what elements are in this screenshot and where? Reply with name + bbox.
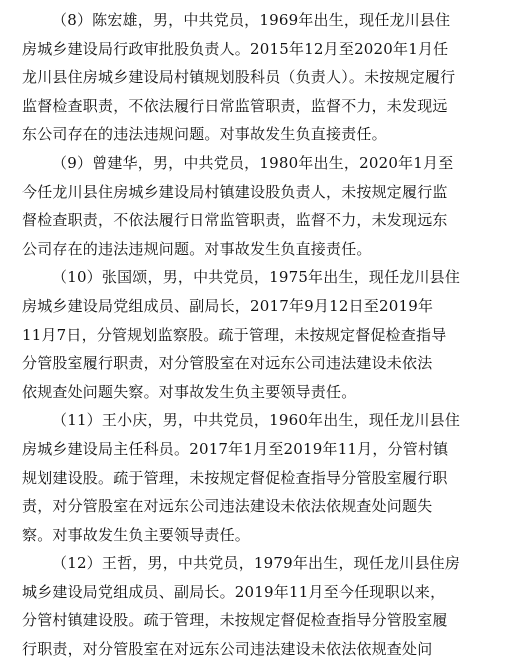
paragraph-2 [22,149,489,263]
text-line: 依规查处问题失察。对事故发生负主要领导责任。 [22,382,357,401]
text-line: 行职责，对分管股室在对远东公司违法建设未依法依规查处问 [22,640,433,659]
text-line: 11月7日，分管规划监察股。疏于管理，未按规定督促检查指导 [22,325,447,344]
text-line: （12）王哲，男，中共党员，1979年出生，现任龙川县住房 [52,554,461,573]
text-line: 城乡建设局党组成员、副局长。2019年11月至今任现职以来， [22,582,446,601]
text-line: 今任龙川县住房城乡建设局村镇建设股负责人，未按规定履行监 [22,182,448,201]
text-line: （11）王小庆，男，中共党员，1960年出生，现任龙川县住 [52,411,461,430]
paragraph-4 [22,406,489,549]
text-line: （10）张国颂，男，中共党员，1975年出生，现任龙川县住 [52,268,461,287]
text-line: 分管股室履行职责，对分管股室在对远东公司违法建设未依法 [22,354,433,373]
paragraph-1 [22,6,489,149]
text-line: （9）曾建华，男，中共党员，1980年出生，2020年1月至 [52,153,454,172]
text-line: 东公司存在的违法违规问题。对事故发生负直接责任。 [22,125,387,144]
paragraph-5 [22,549,489,663]
text-line: 察。对事故发生负主要领导责任。 [22,525,251,544]
text-line: 房城乡建设局主任科员。2017年1月至2019年11月，分管村镇 [22,439,449,458]
paragraph-3 [22,263,489,406]
text-line: 监督检查职责，不依法履行日常监管职责，监督不力，未发现远 [22,96,448,115]
text-line: 责，对分管股室在对远东公司违法建设未依法依规查处问题失 [22,497,433,516]
text-line: 规划建设股。疏于管理，未按规定督促检查指导分管股室履行职 [22,468,448,487]
text-line: 公司存在的违法违规问题。对事故发生负直接责任。 [22,239,372,258]
text-line: 龙川县住房城乡建设局村镇规划股科员（负责人）。未按规定履行 [22,68,456,87]
document-body [22,6,489,664]
text-line: （8）陈宏雄，男，中共党员，1969年出生，现任龙川县住 [52,11,451,29]
text-line: 分管村镇建设股。疏于管理，未按规定督促检查指导分管股室履 [22,611,448,630]
text-line: 房城乡建设局党组成员、副局长，2017年9月12日至2019年 [22,296,434,315]
text-line: 房城乡建设局行政审批股负责人。2015年12月至2020年1月任 [22,39,449,58]
text-line: 督检查职责，不依法履行日常监管职责，监督不力，未发现远东 [22,211,448,230]
